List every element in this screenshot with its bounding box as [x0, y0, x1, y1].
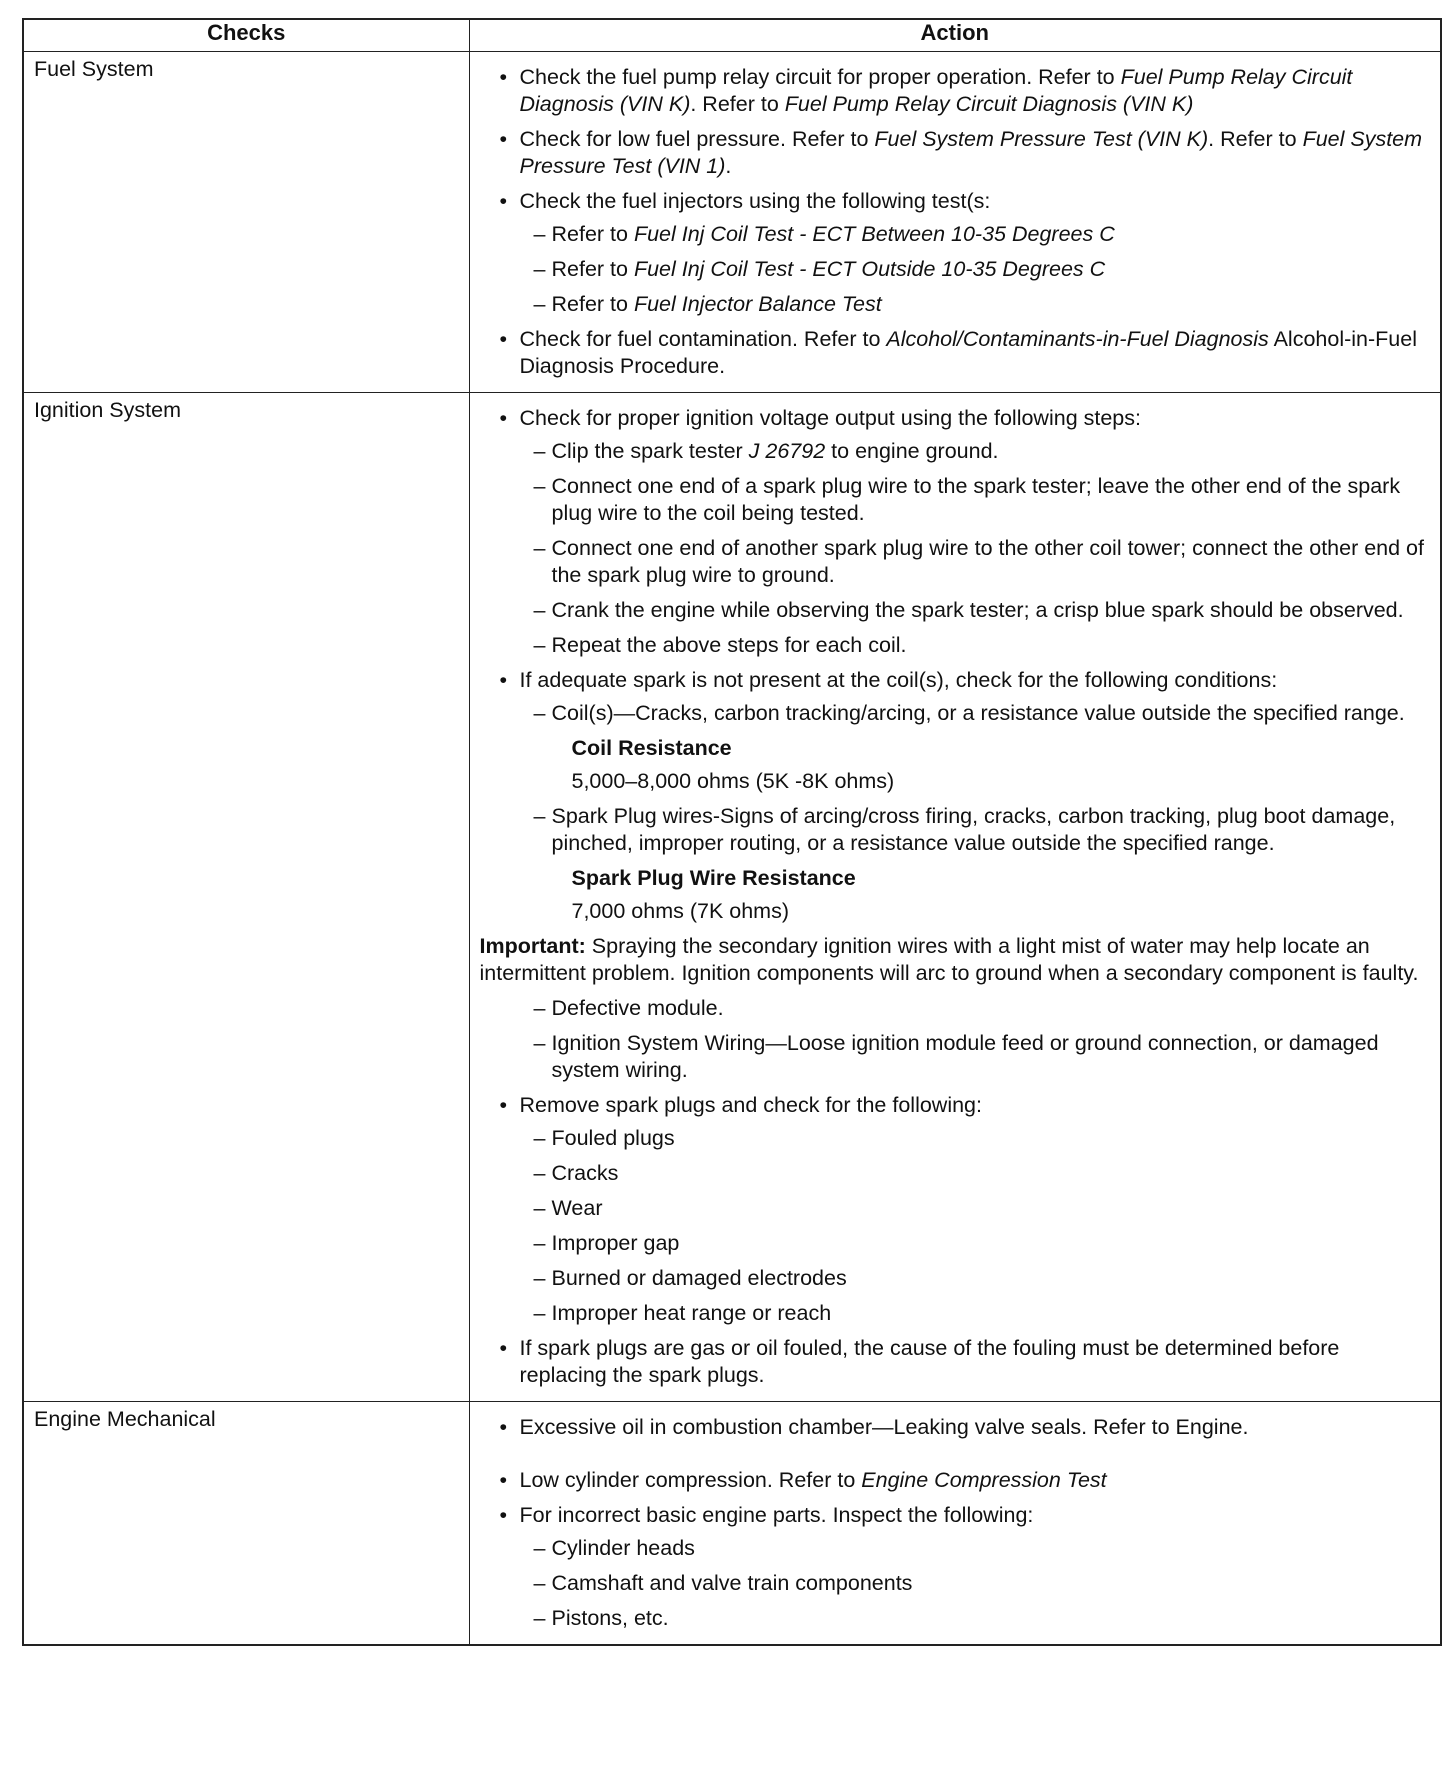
action-cell [469, 393, 1441, 1402]
list-item: – Pistons, etc. [480, 1605, 1433, 1632]
spec-title: Spark Plug Wire Resistance [571, 866, 856, 890]
list-item: • Check the fuel injectors using the following test(s: – Refer to Fuel Inj Coil Test - ECT Between 10-35 Degrees C – Refer to Fuel Inj Coil Test - ECT Outside 10-35 Degrees C – Refer to Fuel Injector Balance Test [480, 188, 1433, 318]
list-item: • Check for fuel contamination. Refer to Alcohol/Contaminants-in-Fuel Diagnosis Alcohol-in-Fuel Diagnosis Procedure. [480, 326, 1433, 380]
reference-link: Fuel Inj Coil Test - ECT Between 10-35 Degrees C [633, 222, 1115, 246]
reference-link: Fuel System Pressure Test (VIN K) [874, 127, 1209, 151]
list-item: – Crank the engine while observing the spark tester; a crisp blue spark should be observed. [480, 597, 1433, 624]
spacer [480, 1449, 1433, 1467]
list-item: – Connect one end of a spark plug wire to the spark tester; leave the other end of the spark plug wire to the coil being tested. [480, 473, 1433, 527]
list-item: – Improper heat range or reach [480, 1300, 1433, 1327]
list-item: – Spark Plug wires-Signs of arcing/cross firing, cracks, carbon tracking, plug boot damage, pinched, improper routing, or a resistance value outside the specified range. [480, 803, 1433, 857]
header-row [23, 19, 1441, 52]
list-item: – Cylinder heads [480, 1535, 1433, 1562]
reference-link: Fuel System Pressure Test (VIN 1) [519, 127, 1423, 178]
reference-link: Fuel Pump Relay Circuit Diagnosis (VIN K) [519, 65, 1353, 116]
check-cell: Engine Mechanical [23, 1402, 469, 1646]
list-item: • Remove spark plugs and check for the following: – Fouled plugs – Cracks – Wear – Improper gap – Burned or damaged electrodes – Improper heat range or reach [480, 1092, 1433, 1327]
list-item: • Check for low fuel pressure. Refer to Fuel System Pressure Test (VIN K). Refer to Fuel System Pressure Test (VIN 1). [480, 126, 1433, 180]
list-item: • If adequate spark is not present at the coil(s), check for the following conditions: – Coil(s)—Cracks, carbon tracking/arcing, or a resistance value outside the specified range. Coil Resistance 5,000–8,000 ohms (5K -8K ohms) – Spark Plug wires-Signs of arcing/cross firing, cracks, carbon tracking, plug boot damage, pinched, improper routing, or a resistance value outside the specified range. Spark Plug Wire Resistance 7,000 ohms (7K ohms) [480, 667, 1433, 925]
list-item: – Defective module. [480, 995, 1433, 1022]
spec-value: 7,000 ohms (7K ohms) [571, 899, 789, 923]
check-cell: Ignition System [23, 393, 469, 1402]
list-item: • Excessive oil in combustion chamber—Leaking valve seals. Refer to Engine. [480, 1414, 1433, 1441]
reference-link: Fuel Inj Coil Test - ECT Outside 10-35 Degrees C [633, 257, 1106, 281]
document-page [22, 18, 1440, 1646]
important-note: Important: Spraying the secondary ignition wires with a light mist of water may help locate an intermittent problem. Ignition components will arc to ground when a secondary component is faulty. [479, 934, 1419, 985]
list-item: • Low cylinder compression. Refer to Engine Compression Test [480, 1467, 1433, 1494]
row-ignition-system [23, 393, 1441, 1402]
spec-title: Coil Resistance [571, 736, 732, 760]
list-item: – Wear [480, 1195, 1433, 1222]
list-item: – Refer to Fuel Inj Coil Test - ECT Between 10-35 Degrees C [480, 221, 1433, 248]
list-item: – Ignition System Wiring—Loose ignition module feed or ground connection, or damaged system wiring. [480, 1030, 1433, 1084]
list-item: • Check for proper ignition voltage output using the following steps: – Clip the spark tester J 26792 to engine ground. – Connect one end of a spark plug wire to the spark tester; leave the other end of the spark plug wire to the coil being tested. – Connect one end of another spark plug wire to the other coil tower; connect the other end of the spark plug wire to ground. – Crank the engine while observing the spark tester; a crisp blue spark should be observed. – Repeat the above steps for each coil. [480, 405, 1433, 659]
row-fuel-system [23, 52, 1441, 393]
checks-table [22, 18, 1442, 1646]
list-item: – Improper gap [480, 1230, 1433, 1257]
reference-link: Fuel Injector Balance Test [633, 292, 882, 316]
list-item: • For incorrect basic engine parts. Inspect the following: – Cylinder heads – Camshaft and valve train components – Pistons, etc. [480, 1502, 1433, 1632]
action-cell [469, 1402, 1441, 1646]
list-item: – Repeat the above steps for each coil. [480, 632, 1433, 659]
important-label: Important: [479, 934, 586, 958]
reference-link: Fuel Pump Relay Circuit Diagnosis (VIN K) [784, 92, 1194, 116]
list-item: – Cracks [480, 1160, 1433, 1187]
list-item: – Connect one end of another spark plug wire to the other coil tower; connect the other end of the spark plug wire to ground. [480, 535, 1433, 589]
list-item: – Refer to Fuel Injector Balance Test [480, 291, 1433, 318]
reference-link: Engine Compression Test [861, 1468, 1107, 1492]
spec-value: 5,000–8,000 ohms (5K -8K ohms) [571, 769, 895, 793]
row-engine-mechanical [23, 1402, 1441, 1646]
tool-reference: J 26792 [748, 439, 826, 463]
list-item: – Clip the spark tester J 26792 to engine ground. [480, 438, 1433, 465]
list-item: – Refer to Fuel Inj Coil Test - ECT Outside 10-35 Degrees C [480, 256, 1433, 283]
header-checks: Checks [23, 19, 469, 52]
list-item: – Camshaft and valve train components [480, 1570, 1433, 1597]
list-item: – Coil(s)—Cracks, carbon tracking/arcing, or a resistance value outside the specified range. [480, 700, 1433, 727]
check-cell: Fuel System [23, 52, 469, 393]
action-cell [469, 52, 1441, 393]
list-item: • Check the fuel pump relay circuit for proper operation. Refer to Fuel Pump Relay Circuit Diagnosis (VIN K). Refer to Fuel Pump Relay Circuit Diagnosis (VIN K) [480, 64, 1433, 118]
list-item: • If spark plugs are gas or oil fouled, the cause of the fouling must be determined before replacing the spark plugs. [480, 1335, 1433, 1389]
list-item: – Burned or damaged electrodes [480, 1265, 1433, 1292]
reference-link: Alcohol/Contaminants-in-Fuel Diagnosis [886, 327, 1269, 351]
list-item: – Fouled plugs [480, 1125, 1433, 1152]
header-action: Action [469, 19, 1441, 52]
